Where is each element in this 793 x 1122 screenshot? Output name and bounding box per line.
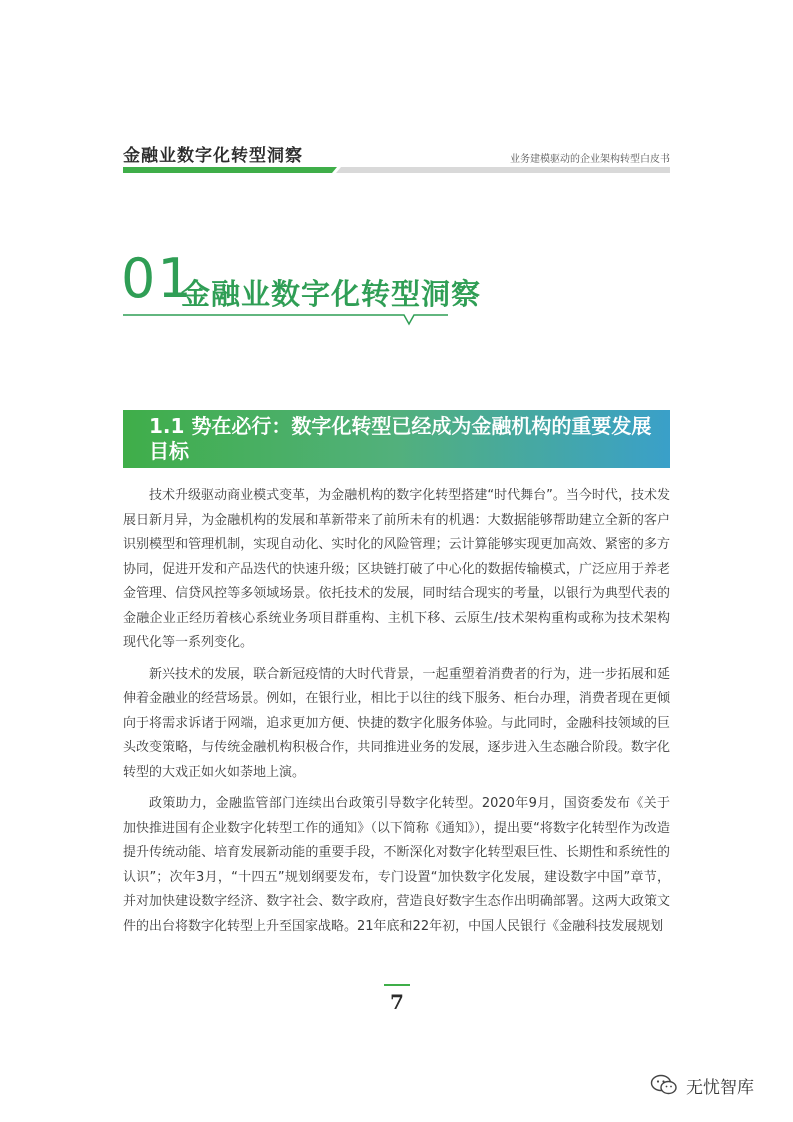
running-header-title: 金融业数字化转型洞察: [123, 146, 303, 166]
paragraph: 技术升级驱动商业模式变革，为金融机构的数字化转型搭建“时代舞台”。当今时代，技术发展日新月异，为金融机构的发展和革新带来了前所未有的机遇：大数据能够帮助建立全新的客户识别模型和管理机制，实现自动化、实时化的风险管理；云计算能够实现更加高效、紧密的多方协同，促进开发和产品迭代的快速升级；区块链打破了中心化的数据传输模式，广泛应用于养老金管理、信贷风控等多领域场景。依托技术的发展，同时结合现实的考量，以银行为典型代表的金融企业正经历着核心系统业务项目群重构、主机下移、云原生/技术架构重构或称为技术架构现代化等一系列变化。: [123, 488, 670, 650]
chapter-number: 01: [121, 247, 194, 310]
wechat-icon: [650, 1074, 678, 1096]
watermark-text: 无忧智库: [686, 1077, 754, 1098]
header-divider-bar: [123, 167, 670, 173]
running-header-subtitle: 业务建模驱动的企业架构转型白皮书: [510, 154, 670, 165]
page-number: 7: [390, 990, 404, 1014]
chapter-title: 金融业数字化转型洞察: [181, 277, 482, 311]
section-banner: [123, 410, 670, 468]
body-text: [123, 484, 670, 946]
chapter-title-rule: [123, 314, 448, 328]
watermark: [650, 1070, 754, 1100]
paragraph: 新兴技术的发展，联合新冠疫情的大时代背景，一起重塑着消费者的行为，进一步拓展和延伸着金融业的经营场景。例如，在银行业，相比于以往的线下服务、柜台办理，消费者现在更倾向于将需求诉诸于网端，追求更加方便、快捷的数字化服务体验。与此同时，金融科技领域的巨头改变策略，与传统金融机构积极合作，共同推进业务的发展，逐步进入生态融合阶段。数字化转型的大戏正如火如荼地上演。: [123, 666, 670, 780]
page-number-rule: [384, 984, 410, 986]
paragraph: 政策助力，金融监管部门连续出台政策引导数字化转型。2020年9月，国资委发布《关于加快推进国有企业数字化转型工作的通知》（以下简称《通知》），提出要“将数字化转型作为改造提升传统动能、培育发展新动能的重要手段，不断深化对数字化转型艰巨性、长期性和系统性的认识”；次年3月，“十四五”规划纲要发布，专门设置“加快数字化发展，建设数字中国”章节，并对加快建设数字经济、数字社会、数字政府，营造良好数字生态作出明确部署。这两大政策文件的出台将数字化转型上升至国家战略。21年底和22年初，中国人民银行《金融科技发展规划: [123, 796, 670, 934]
section-title: 1.1 势在必行：数字化转型已经成为金融机构的重要发展目标: [149, 414, 652, 463]
